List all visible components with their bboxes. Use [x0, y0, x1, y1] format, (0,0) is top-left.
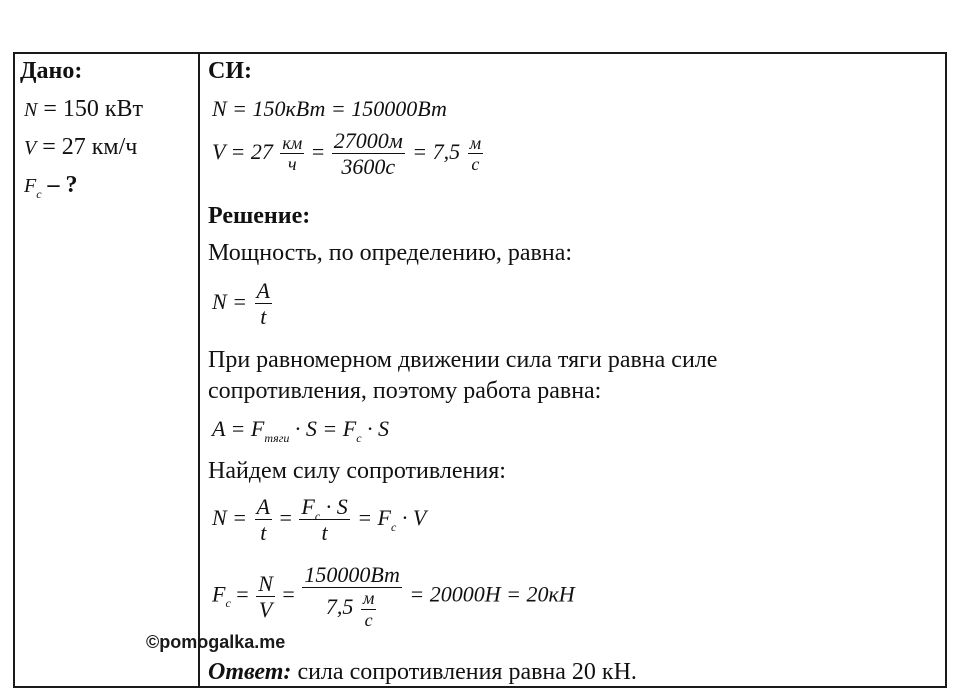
given-speed [24, 134, 137, 161]
denominator-value: 7,5 [325, 594, 354, 620]
subscript: c [390, 519, 397, 534]
fraction-denominator: V [258, 596, 273, 622]
si-speed-conversion [212, 128, 485, 180]
fraction-numerator: м [469, 132, 482, 153]
solution-text-2a: При равномерном движении сила тяги равна силе [208, 347, 718, 373]
fraction-denominator: 3600с [341, 154, 396, 180]
given-speed-var: V [24, 137, 37, 159]
given-unknown-sub: c [36, 187, 42, 201]
si-speed-lhs: V = 27 [212, 138, 273, 164]
equation-lhs: F [212, 581, 226, 607]
equals-sign: = [236, 581, 249, 607]
equation-power-force [212, 494, 426, 546]
given-unknown-var: F [24, 175, 37, 197]
given-heading: Дано: [20, 58, 83, 84]
equation-resistance-force [212, 562, 575, 631]
fraction-km-h [280, 133, 304, 175]
fraction-denominator: с [471, 154, 480, 175]
solution-heading: Решение: [208, 203, 311, 229]
given-power-var: N [24, 99, 38, 121]
fraction-numerator: 150000Вт [304, 562, 400, 587]
equals-sign: = [279, 504, 292, 530]
si-heading: СИ: [208, 58, 252, 84]
given-power [24, 96, 143, 123]
given-unknown-question: – ? [47, 172, 78, 198]
fraction-m-s [468, 133, 484, 175]
solution-text-2b: сопротивления, поэтому работа равна: [208, 378, 602, 404]
fraction-a-t [255, 278, 272, 330]
column-divider [198, 54, 200, 686]
subscript: c [225, 596, 231, 611]
solution-text-3: Найдем силу сопротивления: [208, 458, 506, 484]
answer-text: сила сопротивления равна 20 кН. [297, 659, 637, 685]
solution-text-1: Мощность, по определению, равна: [208, 240, 573, 266]
subscript: тяги [264, 431, 290, 445]
given-power-value: = 150 кВт [43, 96, 144, 122]
equation-result: = 20000Н = 20кН [409, 581, 575, 607]
answer-label: Ответ: [208, 659, 292, 685]
subscript: c [356, 431, 362, 445]
equation-lhs: N = [212, 504, 248, 530]
fraction-m-s [361, 588, 377, 630]
fraction-numerator: A [256, 494, 270, 519]
fraction-fs-t [299, 494, 349, 546]
fraction-numerator: N [258, 570, 273, 596]
equation-part: · V [401, 504, 427, 530]
fraction-numerator: км [282, 132, 303, 153]
watermark: ©pomogalka.me [146, 632, 286, 652]
fraction-numerator: м [362, 588, 375, 609]
fraction-denominator: t [321, 520, 328, 546]
equation-lhs: N = [212, 288, 248, 314]
fraction-numerator [299, 494, 349, 523]
equals-sign: = [311, 138, 325, 164]
equation-part: · S = F [294, 416, 357, 441]
numerator-rest: · S [325, 494, 348, 519]
si-power-conversion: N = 150кВт = 150000Вт [212, 96, 447, 121]
fraction-27000-3600 [332, 128, 405, 180]
fraction-denominator: с [364, 609, 373, 630]
fraction-a-t [255, 494, 272, 546]
subscript: c [314, 509, 321, 523]
fraction-n-v [256, 571, 275, 623]
equation-part: = F [357, 504, 391, 530]
equation-work [212, 416, 390, 445]
equation-part: A = F [212, 416, 265, 441]
given-unknown [24, 172, 78, 199]
fraction-denominator [302, 588, 402, 630]
equation-part: · S [367, 416, 390, 441]
fraction-denominator: ч [288, 154, 297, 175]
equals-sign: = [282, 581, 295, 607]
fraction-denominator: t [260, 304, 267, 330]
fraction-denominator: t [260, 520, 267, 546]
fraction-power-speed [302, 562, 402, 631]
given-speed-value: = 27 км/ч [42, 134, 138, 160]
fraction-numerator: A [256, 278, 270, 303]
numerator-var: F [301, 494, 315, 519]
si-speed-mid: = 7,5 [412, 138, 461, 164]
fraction-numerator: 27000м [333, 128, 403, 153]
equation-power-definition [212, 278, 274, 330]
answer-line [208, 659, 637, 686]
